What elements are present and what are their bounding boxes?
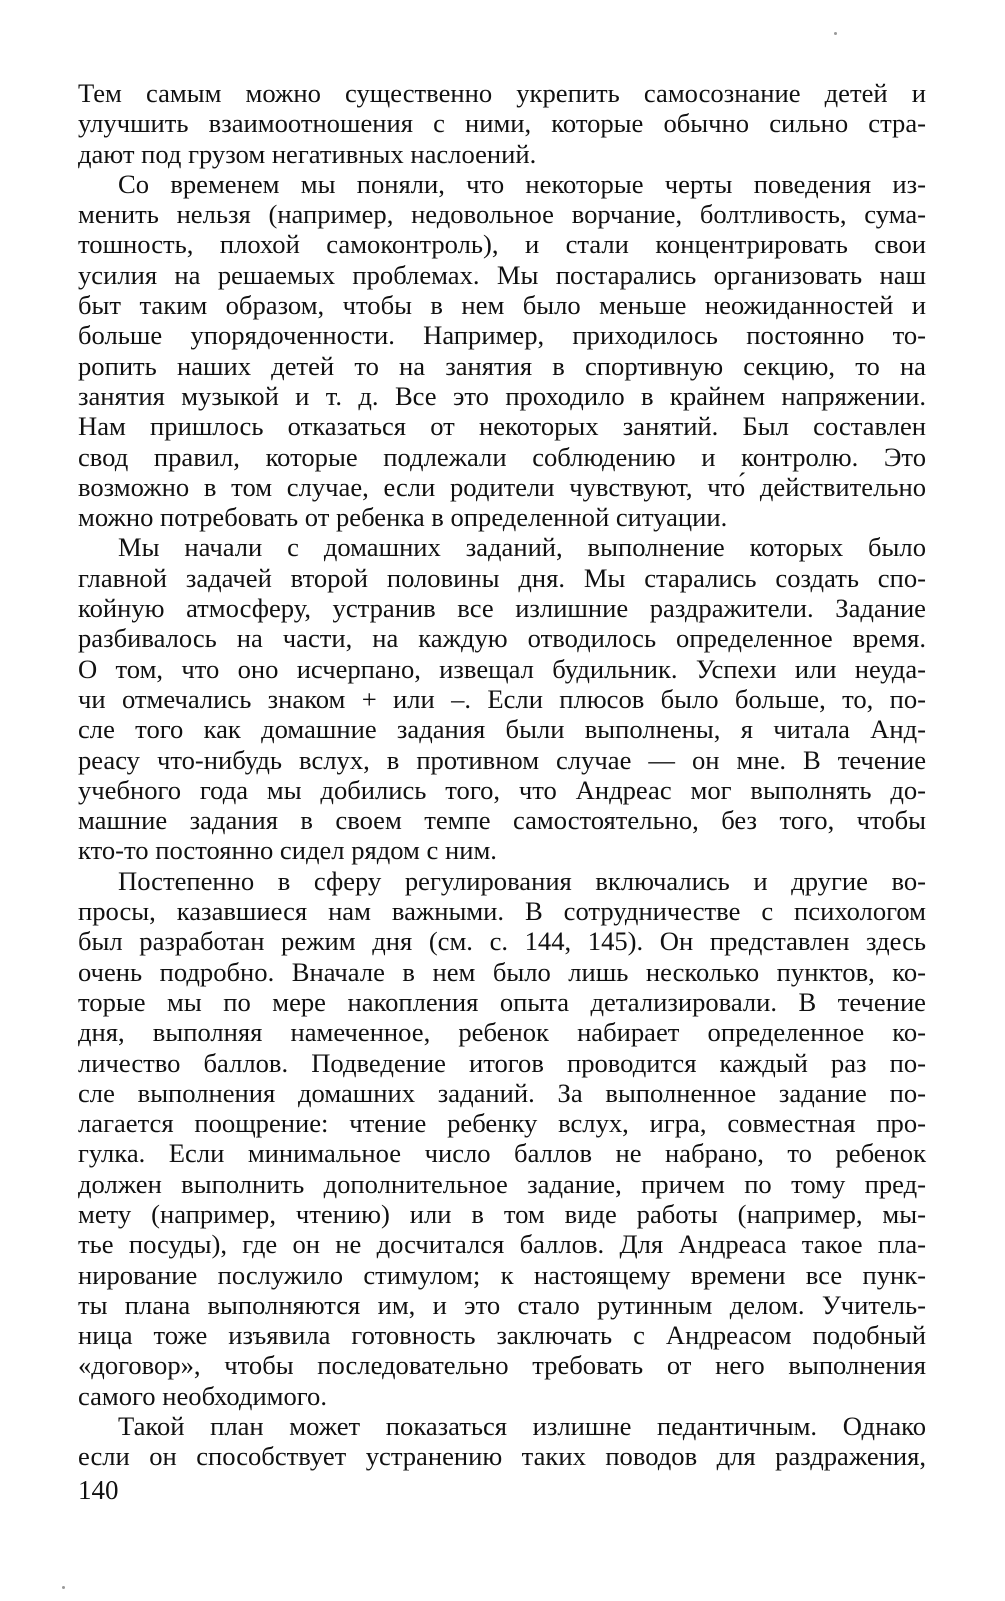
text-line: Со временем мы поняли, что некоторые черты поведения из- [118,168,926,199]
text-line: возможно в том случае, если родители чувствуют, что́ действительно [78,471,926,502]
text-line: разбивалось на части, на каждую отводилось определенное время. [78,623,926,654]
text-line: просы, казавшиеся нам важными. В сотрудничестве с психологом [78,896,926,927]
text-line: очень подробно. Вначале в нем было лишь несколько пунктов, ко- [78,956,926,987]
text-line: ропить наших детей то на занятия в спортивную секцию, то на [78,350,926,381]
text-line: ты плана выполняются им, и это стало рутинным делом. Учитель- [78,1289,926,1320]
text-line: Такой план может показаться излишне педантичным. Однако [118,1411,926,1442]
text-line: тошность, плохой самоконтроль), и стали концентрировать свои [78,229,926,260]
text-line: больше упорядоченности. Например, приходилось постоянно то- [78,320,926,351]
page-number: 140 [78,1475,119,1505]
page-body [78,78,926,1472]
text-line: учебного года мы добились того, что Андреас мог выполнять до- [78,774,926,805]
scan-speck-top-right [834,32,837,35]
paragraph [78,1411,926,1472]
paragraph [78,169,926,533]
text-line: мету (например, чтению) или в том виде работы (например, мы- [78,1198,926,1229]
text-line: быт таким образом, чтобы в нем было меньше неожиданностей и [78,290,926,321]
text-line: свод правил, которые подлежали соблюдению и контролю. Это [78,441,926,472]
paragraph [78,532,926,865]
text-line: торые мы по мере накопления опыта детализировали. В течение [78,986,926,1017]
text-line: сле того как домашние задания были выполнены, я читала Анд- [78,714,926,745]
text-line: менить нельзя (например, недовольное ворчание, болтливость, сума- [78,199,926,230]
text-line: усилия на решаемых проблемах. Мы постарались организовать наш [78,259,926,290]
text-line: ница тоже изъявила готовность заключать с Андреасом подобный [78,1320,926,1351]
text-line: личество баллов. Подведение итогов проводится каждый раз по- [78,1047,926,1078]
paragraph [78,78,926,169]
text-line: Постепенно в сферу регулирования включались и другие во- [118,865,926,896]
text-line: улучшить взаимоотношения с ними, которые обычно сильно стра- [78,108,926,139]
text-line: койную атмосферу, устранив все излишние раздражители. Задание [78,593,926,624]
text-line: Нам пришлось отказаться от некоторых занятий. Был составлен [78,411,926,442]
text-line: кто-то постоянно сидел рядом с ним. [78,835,497,866]
text-line: лагается поощрение: чтение ребенку вслух, игра, совместная про- [78,1108,926,1139]
text-line: Тем самым можно существенно укрепить самосознание детей и [78,78,926,108]
text-line: дня, выполняя намеченное, ребенок набирает определенное ко- [78,1017,926,1048]
text-line: нирование послужило стимулом; к настоящему времени все пунк- [78,1259,926,1290]
text-line: дают под грузом негативных наслоений. [78,138,537,169]
text-line: главной задачей второй половины дня. Мы старались создать спо- [78,562,926,593]
text-line: Мы начали с домашних заданий, выполнение которых было [118,532,926,563]
text-line: занятия музыкой и т. д. Все это проходило в крайнем напряжении. [78,380,926,411]
text-line: О том, что оно исчерпано, извещал будильник. Успехи или неуда- [78,653,926,684]
text-line: чи отмечались знаком + или –. Если плюсов было больше, то, по- [78,683,926,714]
text-line: должен выполнить дополнительное задание, причем по тому пред- [78,1168,926,1199]
text-line: если он способствует устранению таких поводов для раздражения, [78,1441,926,1472]
text-line: можно потребовать от ребенка в определенной ситуации. [78,502,728,533]
text-line: был разработан режим дня (см. с. 144, 145). Он представлен здесь [78,926,926,957]
text-line: тье посуды), где он не досчитался баллов. Для Андреаса такое пла- [78,1229,926,1260]
scan-speck-bottom-left [62,1586,65,1589]
paragraph [78,866,926,1411]
text-line: машние задания в своем темпе самостоятельно, без того, чтобы [78,805,926,836]
text-line: сле выполнения домашних заданий. За выполненное задание по- [78,1077,926,1108]
text-line: «договор», чтобы последовательно требовать от него выполнения [78,1350,926,1381]
text-line: реасу что-нибудь вслух, в противном случае — он мне. В течение [78,744,926,775]
text-line: гулка. Если минимальное число баллов не набрано, то ребенок [78,1138,926,1169]
text-line: самого необходимого. [78,1380,327,1411]
